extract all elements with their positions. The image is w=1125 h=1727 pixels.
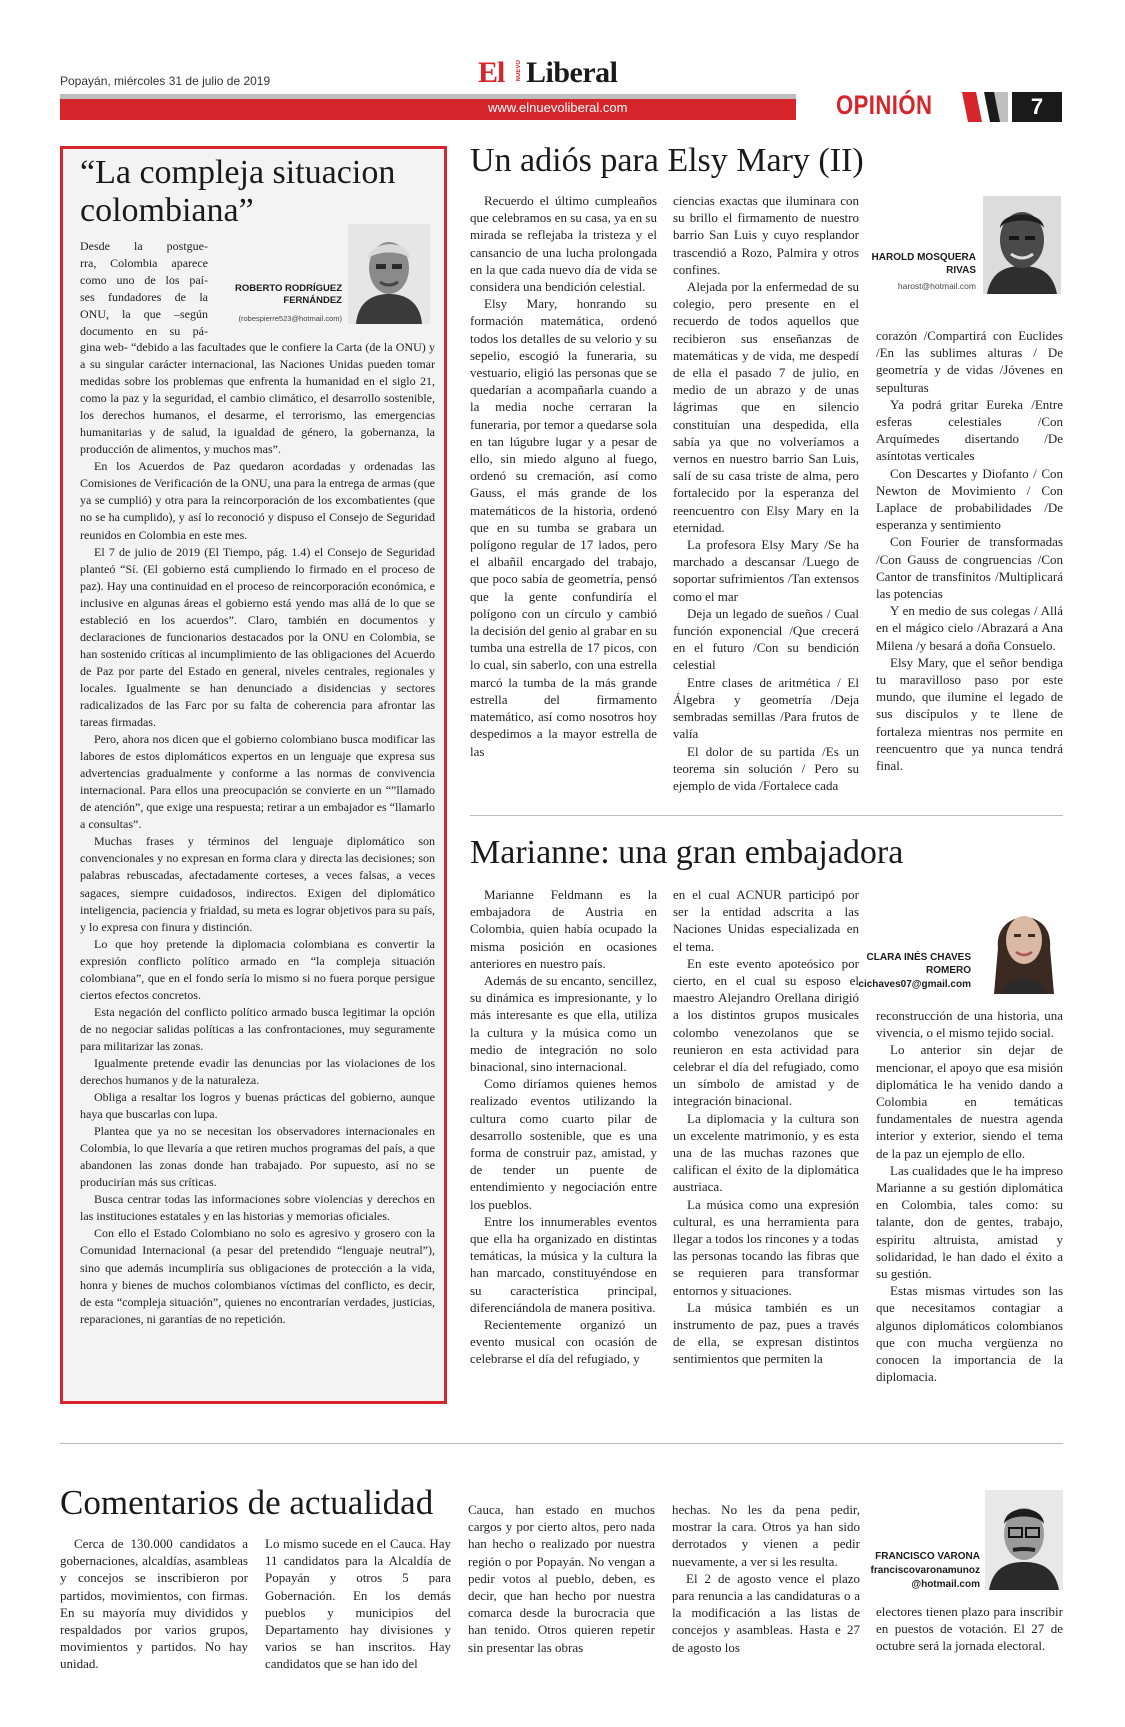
paragraph: Y en medio de sus colegas / Allá en el mágico cielo /Abrazará a Ana Milena /y besará a doña Consuelo. — [876, 603, 1063, 653]
intro-line: ses fundadores de la — [80, 290, 208, 304]
author-email: cichaves07@gmail.com — [858, 979, 971, 990]
author-photo — [348, 224, 430, 324]
logo-el: El — [478, 56, 505, 89]
paragraph: Elsy Mary, honrando su formación matemática, ordenó todos los detalles de su velorio y su sepelio, escogió la funeraria, su vestuario, eligió las personas que se quedarían a acompañarla cuando a la media noche cerraran la funeraria, por temor a quedarse sola en tan lúgubre lugar y a pesar de ello, sin miedo alguno al fuego, ordenó su cremación, así como Gauss, el más grande de los matemáticos de la historia, ordenó que en su tumba se grabara un polígono regular de 17 lados, pero el albañil encargado del trabajo, que poco sabía de geometría, pensó que la gente confundiría el polígono con un círculo y cambió la decisión del genio al grabar en su tumba una estrella de 17 picos, con lo cual, sin saberlo, con una estrella marcó la tumba de la más grande estrella del firmamento matemático, así como nosotros hoy despedimos a la mayor estrella de las — [470, 296, 657, 759]
intro-line: ONU, la que –según — [80, 307, 208, 321]
section-stripes-icon — [962, 92, 1008, 122]
article-title: Marianne: una gran embajadora — [470, 834, 904, 871]
intro-line: documento en su pá- — [80, 324, 208, 338]
article-title: Un adiós para Elsy Mary (II) — [470, 142, 864, 179]
newspaper-logo[interactable] — [478, 56, 648, 90]
paragraph: Muchas frases y términos del lenguaje diplomático son convencionales y no expresan en forma clara y directa las decisiones; son palabras rebuscadas, afectadamente corteses, a veces falsas, a veces sagaces, siempre cuidadosos, indirectos. Exigen del diplomático inteligencia, paciencia y frialdad, su meta es lograr objetivos para su país, y lo expresa con finura y distinción. — [80, 834, 435, 934]
paragraph: hechas. No les da pena pedir, mostrar la cara. Otros ya han sido derrotados y vienen a pedir nuevamente, a ver si les resulta. — [672, 1502, 860, 1569]
paragraph: Entre los innumerables eventos que ella ha organizado en distintas temáticas, la música y la cultura la han marcado, constituyéndose en su característica principal, diferenciándola de manera positiva. — [470, 1213, 657, 1315]
site-url-link[interactable]: www.elnuevoliberal.com — [488, 100, 628, 115]
article-title: “La compleja situacion colombiana” — [80, 154, 396, 229]
logo-liberal: Liberal — [526, 56, 618, 89]
article-column — [265, 1535, 451, 1673]
author-name: HAROLD MOSQUERA RIVAS — [871, 252, 976, 276]
divider — [470, 815, 1063, 816]
paragraph: Alejada por la enfermedad de su colegio, pero presente en el recuerdo de todos aquellos que recibieron sus enseñanzas de matemáticas y de vida, me despedí de ella el pasado 7 de julio, en medio de un abrazo y de unas lágrimas que en silencio constituían una despedida, ella sabía ya que no volveríamos a vernos en nuestro barrio San Luis, salí de su casa triste de alma, pero fortalecido por la esperanza del reencuentro con Elsy Mary en la eternidad. — [673, 279, 859, 535]
paragraph: Entre clases de aritmética / El Álgebra y geometría /Deja sembradas semillas /Para frutos de valía — [673, 674, 859, 742]
article-column — [876, 327, 1063, 774]
article-column — [673, 886, 859, 1368]
author-email: harost@hotmail.com — [897, 281, 976, 291]
author-email: @hotmail.com — [911, 1579, 980, 1590]
paragraph: Ya podrá gritar Eureka /Entre esferas celestiales /Con Arquímedes disertando /De asíntotas verticales — [876, 396, 1063, 464]
article-column — [468, 1501, 655, 1656]
paragraph: Recuerdo el último cumpleaños que celebramos en su casa, ya en su mirada se reflejaba la tristeza y el cansancio de una lucha prolongada en la que cada nuevo día de vida se considera una bendición celestial. — [470, 193, 657, 295]
paragraph: En este evento apoteósico por cierto, en el cual su esposo el maestro Alejandro Orellana dirigió a los distintos grupos musicales colombo venezolanos que se reunieron en esta actividad para celebrar el día del refugiado, como un símbolo de amistad y de integración binacional. — [673, 955, 859, 1109]
author-name: ROBERTO RODRÍGUEZ FERNÁNDEZ — [235, 283, 342, 306]
paragraph: reconstrucción de una historia, una vivencia, o el mismo tejido social. — [876, 1008, 1063, 1041]
article-column — [470, 886, 657, 1368]
paragraph: Marianne Feldmann es la embajadora de Austria en Colombia, quien había ocupado la misma posición en ocasiones anteriores en nuestro país. — [470, 887, 657, 971]
paragraph: Estas mismas virtudes son las que necesitamos contagiar a algunos diplomáticos colombianos que con mucha vergüenza no conocen la importancia de la diplomacia. — [876, 1283, 1063, 1385]
paragraph: Deja un legado de sueños / Cual función exponencial /Que crecerá en el futuro /Con su bendición celestial — [673, 605, 859, 673]
paragraph: El dolor de su partida /Es un teorema sin solución / Pero su ejemplo de vida /Fortalece cada — [673, 743, 859, 793]
paragraph: ciencias exactas que iluminara con su brillo el firmamento de nuestro barrio San Luis y cuyo resplandor trascendió a Rozo, Palmira y otros confines. — [673, 193, 859, 277]
logo-nuevo: NUEVO — [516, 60, 522, 82]
article-column — [672, 1501, 860, 1656]
paragraph: La diplomacia y la cultura son un excelente matrimonio, y es esta una de las muchas razones que califican el éxito de la diplomática austriaca. — [673, 1110, 859, 1195]
paragraph: Cauca, han estado en muchos cargos y por cierto altos, pero nada han hecho o realizado por nuestra región o por Popayán. No vengan a pedir votos al pueblo, deben, es decir, que han hecho por nuestra comarca desde la burocracia que han tenido. Otros quieren repetir sin presentar las obras — [468, 1502, 655, 1655]
intro-line: Desde la postgue- — [80, 239, 208, 253]
header-gray-strip — [60, 94, 796, 99]
paragraph: Plantea que ya no se necesitan los observadores internacionales en Colombia, lo que llevaría a que retiren muchos programas del país, a que abandonen las zonas donde han trabajado. Por supuesto, así no se producirían más sus críticas. — [80, 1124, 435, 1190]
paragraph: corazón /Compartirá con Euclides /En las sublimes alturas / De geometría y de vidas /Jóvenes en sepulturas — [876, 328, 1063, 395]
author-name: FRANCISCO VARONA — [875, 1551, 980, 1562]
article-title: Comentarios de actualidad — [60, 1483, 434, 1522]
article-column — [60, 1535, 248, 1673]
author-photo — [983, 196, 1061, 294]
paragraph: El 2 de agosto vence el plazo para renuncia a las candidaturas o a la modificación a las listas de concejos y asambleas. Hasta e 27 de agosto los — [672, 1570, 860, 1655]
paragraph: electores tienen plazo para inscribir en puestos de votación. El 27 de octubre será la jornada electoral. — [876, 1604, 1063, 1654]
article-column — [876, 1603, 1063, 1655]
paragraph: Elsy Mary, que el señor bendiga tu maravilloso paso por este mundo, que ilumine el legado de sus discípulos y te llene de fortaleza mientras nos permite en reencuentro que ya nunca tendrá final. — [876, 654, 1063, 774]
article-column — [673, 192, 859, 794]
paragraph: Obliga a resaltar los logros y buenas prácticas del gobierno, aunque haya que buscarlas con lupa. — [80, 1090, 435, 1122]
author-email: (robespierre523@hotmail.com) — [238, 314, 342, 323]
paragraph: El 7 de julio de 2019 (El Tiempo, pág. 1.4) el Consejo de Seguridad planteó “Sí. (El gobierno está cumpliendo lo firmado en el proceso de paz). Hay una continuidad en el proceso de reincorporación económica, e inclusive en algunas áreas el gobierno está yendo mas allá de lo que se estableció en los acuerdos”. Claro, también en documentos y declaraciones de funcionarios destacados por la ONU en Colombia, se han sostenido críticas al incumplimiento de las obligaciones del Acuerdo de Paz por parte del Estado en general, niveles centrales, regionales y locales. Igualmente se han denunciado a disidencias y sectores radicalizados de las Farc por su falta de coherencia para afrontar las tareas firmadas. — [80, 544, 435, 730]
article-column — [470, 192, 657, 760]
author-name: CLARA INÉS CHAVES ROMERO — [866, 952, 971, 976]
paragraph: La profesora Elsy Mary /Se ha marchado a descansar /Luego de soportar sufrimientos /Tan extensos como el mar — [673, 537, 859, 604]
issue-date: Popayán, miércoles 31 de julio de 2019 — [60, 74, 271, 88]
paragraph: Pero, ahora nos dicen que el gobierno colombiano busca modificar las labores de estos diplomáticos expertos en un lenguaje que expresa sus advertencias gradualmente y conforme a las normas de convivencia internacional. Para ellos una preocupación se convierte en un “”llamado de atención”, que exige una respuesta; retirar a un embajador es “llamarlo a consultas”. — [80, 732, 435, 832]
paragraph: Las cualidades que le ha impreso Marianne a su gestión diplomática en Colombia, tales como: su talante, don de gentes, trabajo, espiritu altruista, amistad y solidaridad, le han dado el éxito a su gestión. — [876, 1162, 1063, 1282]
paragraph: Lo que hoy pretende la diplomacia colombiana es convertir la expresión conflicto político armado en “la compleja situación colombiana”, que en el fondo sería lo mismo si no fuera porque persigue ciertos efectos concretos. — [80, 936, 435, 1002]
paragraph: gina web- “debido a las facultades que le confiere la Carta (de la ONU) y a su singular carácter internacional, las Naciones Unidas pueden tomar medidas sobre los problemas que enfrenta la humanidad en el siglo 21, como la paz y la seguridad, el cambio climático, el desarrollo sostenible, los derechos humanos, el desarme, el terrorismo, las emergencias humanitarias y de salud, la igualdad de género, la gobernanza, la producción de alimentos, y muchos mas”. — [80, 340, 435, 457]
paragraph: Con ello el Estado Colombiano no solo es agresivo y grosero con la Comunidad Internacional (a pesar del pretendido “lenguaje neutral”), sino que además incumpliría sus obligaciones de protección a la vida, honra y bienes de muchos colombianos víctimas del conflicto, es decir, de esta “compleja situación”, quienes no encontrarían verdades, justicias, reparaciones, ni garantías de no repetición. — [80, 1226, 435, 1326]
paragraph: Esta negación del conflicto político armado busca legitimar la opción de no negociar salidas políticas a las confrontaciones, muy seguramente para militarizar las zonas. — [80, 1004, 435, 1053]
paragraph: En los Acuerdos de Paz quedaron acordadas y ordenadas las Comisiones de Verificación de la ONU, una para la entrega de armas (que ya se cumplió) y otra para la reincorporación de los excombatientes (que no se ha cumplido), y así lo reconoció y dispuso el Consejo de Seguridad reunidos en Colombia en este mes. — [80, 459, 435, 542]
paragraph: Igualmente pretende evadir las denuncias por las violaciones de los derechos humanos y de la naturaleza. — [80, 1055, 435, 1088]
section-title: OPINIÓN — [836, 90, 933, 120]
paragraph: Cerca de 130.000 candidatos a gobernaciones, alcaldías, asambleas y concejos se inscribieron por partidos, movimientos, con firmas. En su mayoría muy divididos y respaldados por varios grupos, movimientos y partidos. No hay unidad. — [60, 1536, 248, 1672]
author-email: franciscovaronamunoz — [870, 1565, 980, 1576]
paragraph: en el cual ACNUR participó por ser la entidad adscrita a las Naciones Unidas especializada en el tema. — [673, 887, 859, 954]
paragraph: Lo mismo sucede en el Cauca. Hay 11 candidatos para la Alcaldía de Popayán y otros 5 para Gobernación. En los demás pueblos y municipios del Departamento hay divisiones y varios se han inscritos. Hay candidatos que se han ido del — [265, 1536, 451, 1672]
paragraph: Lo anterior sin dejar de mencionar, el apoyo que esa misión diplomática le ha venido dando a Colombia en temáticas fundamentales de nuestra agenda interior y exterior, siendo el tema de la paz un ejemplo de ello. — [876, 1042, 1063, 1161]
author-photo — [985, 1490, 1063, 1590]
intro-line: rra, Colombia aparece — [80, 256, 208, 270]
paragraph: Como diríamos quienes hemos realizado eventos utilizando la cultura como cuarto pilar de desarrollo sostenible, que es una forma de construir paz, amistad, y de tender un puente de entendimiento y negociación entre los pueblos. — [470, 1076, 657, 1212]
page-number: 7 — [1012, 92, 1062, 122]
paragraph: La música como una expresión cultural, es una herramienta para llegar a todos los rincones y a todas las personas tocando las fibras que se requieren para transformar entornos y situaciones. — [673, 1196, 859, 1298]
article-body — [80, 339, 435, 1328]
paragraph: Además de su encanto, sencillez, su dinámica es impresionante, y lo más interesante es que ella, utiliza la cultura y la música como un medio de integración no solo binacional, sino internacional. — [470, 973, 657, 1075]
article-column — [876, 1007, 1063, 1385]
author-photo — [984, 888, 1064, 994]
paragraph: Recientemente organizó un evento musical con ocasión de celebrarse el día del refugiado, y — [470, 1317, 657, 1367]
paragraph: Con Descartes y Diofanto / Con Newton de Movimiento / Con Laplace de probabilidades /De esperanza y sentimiento — [876, 465, 1063, 533]
paragraph: La música también es un instrumento de paz, pues a través de ella, se expresan distintos sentimientos que permiten la — [673, 1299, 859, 1367]
divider — [60, 1443, 1063, 1444]
intro-line: como uno de los paí- — [80, 273, 208, 287]
paragraph: Con Fourier de transformadas /Con Gauss de congruencias /Con Cantor de transfinitos /Multiplicará las potencias — [876, 534, 1063, 602]
paragraph: Busca centrar todas las informaciones sobre violencias y derechos en las instituciones estatales y en las historias y memorias oficiales. — [80, 1192, 435, 1224]
